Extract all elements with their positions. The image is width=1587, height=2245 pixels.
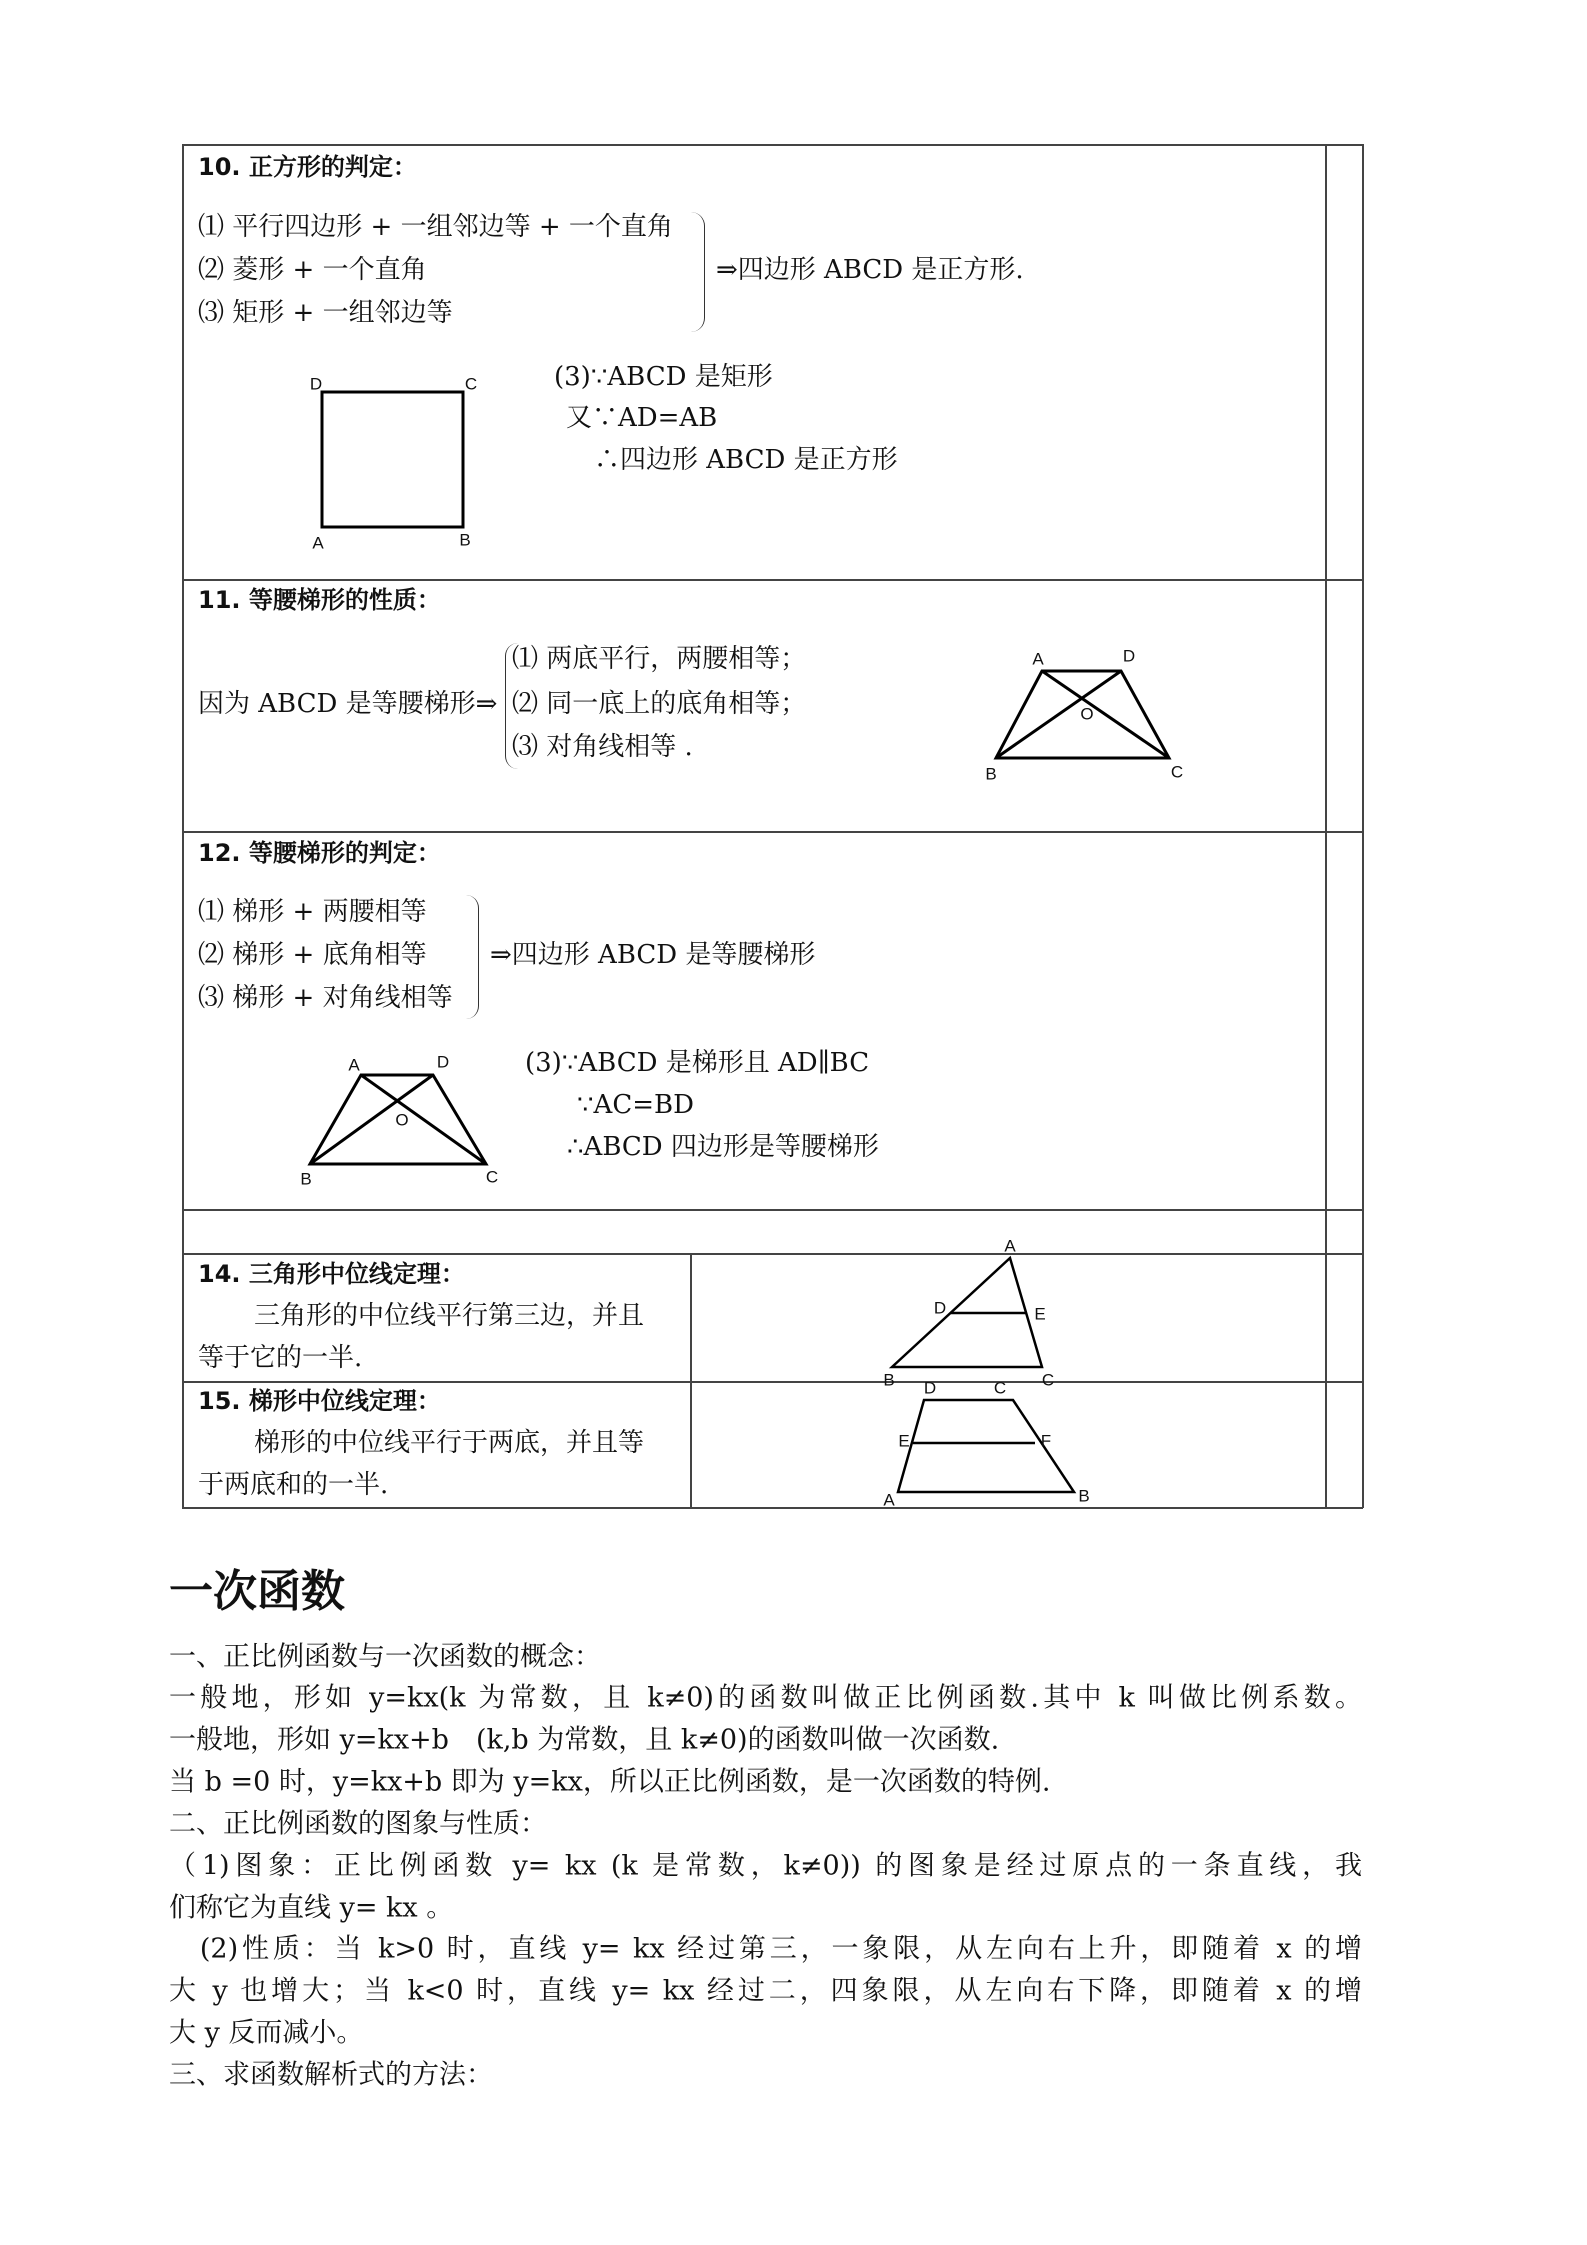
vertex-label: D xyxy=(933,1298,947,1318)
section-title: 一次函数 xyxy=(169,1566,345,1617)
vertex-label: A xyxy=(1032,649,1044,669)
square-figure xyxy=(322,392,463,527)
vertex-label: C xyxy=(1041,1370,1055,1390)
vertex-label: F xyxy=(1040,1431,1052,1451)
vertex-label: C xyxy=(464,374,478,394)
paragraph-line: (2)性质：当 k>0 时，直线 y= kx 经过第三，一象限，从左向右上升，即随着 x 的增 xyxy=(169,1933,1362,1965)
vertex-label: C xyxy=(1170,762,1184,782)
proof-line: ∴ABCD 四边形是等腰梯形 xyxy=(567,1132,879,1162)
vertex-label: E xyxy=(1034,1304,1046,1324)
vertex-label: A xyxy=(348,1055,360,1075)
vertex-label: B xyxy=(1078,1486,1090,1506)
property: ⑴ 两底平行，两腰相等； xyxy=(512,644,807,674)
condition: ⑶ 梯形 + 对角线相等 xyxy=(198,983,453,1013)
triangle-midline-figure xyxy=(892,1258,1042,1367)
paragraph-line: （1)图象：正比例函数 y= kx (k 是常数，k≠0)) 的图象是经过原点的一条直线，我 xyxy=(169,1850,1362,1882)
row15-title: 15. 梯形中位线定理： xyxy=(198,1387,441,1415)
vertex-label: O xyxy=(395,1110,409,1130)
vertex-label: C xyxy=(993,1378,1007,1398)
condition: ⑵ 菱形 + 一个直角 xyxy=(198,255,427,285)
proof-line: (3)∵ABCD 是梯形且 AD∥BC xyxy=(525,1048,870,1078)
vertex-label: A xyxy=(1004,1236,1016,1256)
theorem-text: 三角形的中位线平行第三边，并且 xyxy=(254,1301,645,1331)
property: ⑵ 同一底上的底角相等； xyxy=(512,689,807,719)
paragraph-line: 一般地，形如 y=kx+b (k,b 为常数，且 k≠0)的函数叫做一次函数. xyxy=(169,1724,1000,1756)
property: ⑶ 对角线相等 . xyxy=(512,732,693,762)
paragraph-line: 大 y 也增大；当 k<0 时，直线 y= kx 经过二，四象限，从左向右下降，即随着 x 的增 xyxy=(169,1975,1362,2007)
paragraph-line: 一般地，形如 y=kx(k 为常数，且 k≠0)的函数叫做正比例函数.其中 k 叫做比例系数。 xyxy=(169,1682,1362,1714)
vertex-label: A xyxy=(312,533,324,553)
vertex-label: B xyxy=(300,1169,312,1189)
vertex-label: B xyxy=(883,1370,895,1390)
premise: 因为 ABCD 是等腰梯形⇒ xyxy=(198,689,498,719)
section-heading: 一、正比例函数与一次函数的概念： xyxy=(169,1641,601,1673)
theorem-text: 梯形的中位线平行于两底，并且等 xyxy=(254,1428,645,1458)
vertex-label: D xyxy=(1122,646,1136,666)
row10-title: 10. 正方形的判定： xyxy=(198,153,417,181)
row11-title: 11. 等腰梯形的性质： xyxy=(198,586,441,614)
section-heading: 三、求函数解析式的方法： xyxy=(169,2059,493,2091)
condition: ⑴ 梯形 + 两腰相等 xyxy=(198,897,427,927)
proof-line: ∵AC=BD xyxy=(577,1090,694,1120)
row12-title: 12. 等腰梯形的判定： xyxy=(198,839,441,867)
paragraph-line: 大 y 反而减小。 xyxy=(169,2017,364,2049)
conclusion: ⇒四边形 ABCD 是正方形. xyxy=(716,255,1024,285)
section-heading: 二、正比例函数的图象与性质： xyxy=(169,1808,547,1840)
condition: ⑵ 梯形 + 底角相等 xyxy=(198,940,427,970)
vertex-label: B xyxy=(459,530,471,550)
paragraph-line: 们称它为直线 y= kx 。 xyxy=(169,1892,454,1924)
vertex-label: D xyxy=(436,1052,450,1072)
vertex-label: A xyxy=(883,1490,895,1510)
theorem-text: 等于它的一半. xyxy=(198,1343,363,1373)
proof-line: ∴四边形 ABCD 是正方形 xyxy=(594,445,898,475)
proof-line: 又∵AD=AB xyxy=(566,403,718,433)
vertex-label: O xyxy=(1080,704,1094,724)
vertex-label: D xyxy=(309,374,323,394)
row14-title: 14. 三角形中位线定理： xyxy=(198,1260,465,1288)
condition: ⑶ 矩形 + 一组邻边等 xyxy=(198,298,453,328)
condition: ⑴ 平行四边形 + 一组邻边等 + 一个直角 xyxy=(198,212,673,242)
vertex-label: E xyxy=(898,1431,910,1451)
theorem-text: 于两底和的一半. xyxy=(198,1470,389,1500)
conclusion: ⇒四边形 ABCD 是等腰梯形 xyxy=(490,940,816,970)
paragraph-line: 当 b =0 时，y=kx+b 即为 y=kx，所以正比例函数，是一次函数的特例. xyxy=(169,1766,1051,1798)
proof-line: (3)∵ABCD 是矩形 xyxy=(554,362,773,392)
vertex-label: C xyxy=(485,1167,499,1187)
vertex-label: D xyxy=(923,1378,937,1398)
vertex-label: B xyxy=(985,764,997,784)
